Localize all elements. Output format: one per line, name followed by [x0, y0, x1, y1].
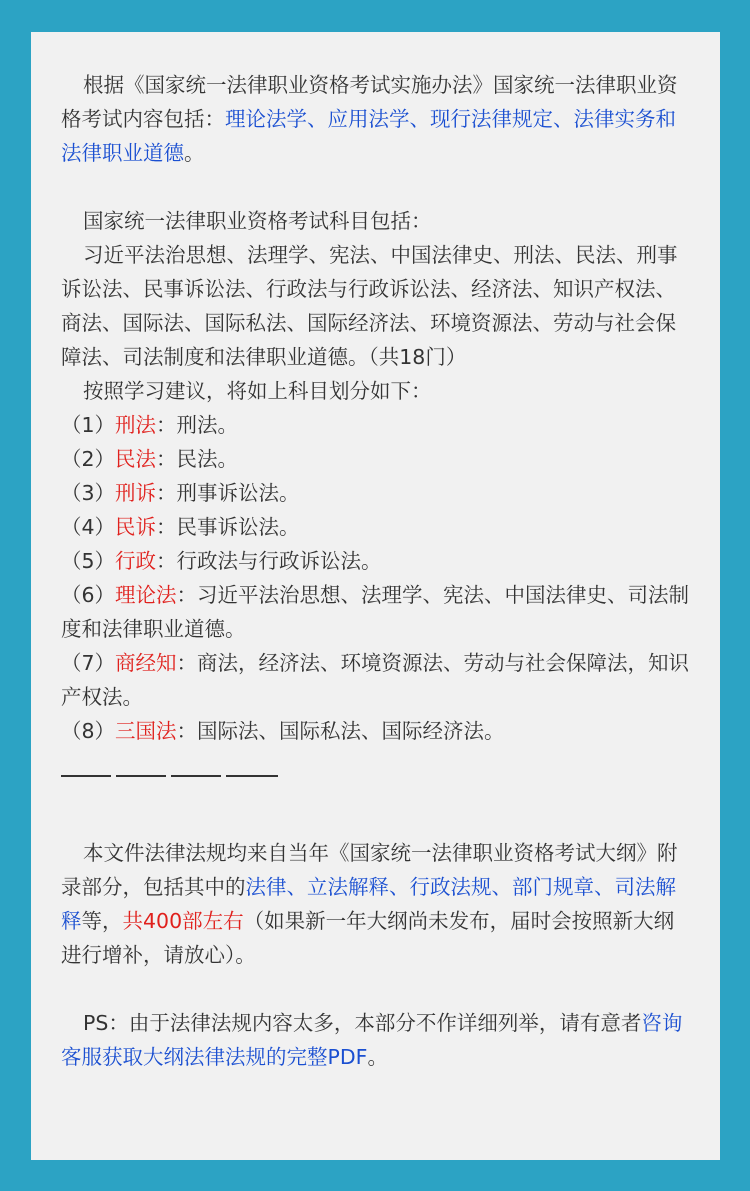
item-name: 刑诉	[115, 481, 157, 505]
ps-text: PS：由于法律法规内容太多，本部分不作详细列举，请有意者	[83, 1011, 642, 1035]
item-name: 民法	[115, 447, 157, 471]
intro-highlight: 理论法学、应用法学、现行法律规定、法律实务和法律职业道德	[61, 107, 676, 165]
item-number: （8）	[61, 719, 116, 743]
source-highlight-blue: 法律、立法解释、行政法规、部门规章、司法解释	[61, 875, 676, 933]
item-desc: ：商法，经济法、环境资源法、劳动与社会保障法，知识产权法。	[61, 651, 690, 709]
division-item	[61, 646, 690, 714]
intro-suffix: 。	[184, 141, 205, 165]
source-suffix: （如果新一年大纲尚未发布，届时会按照新大纲进行增补，请放心）。	[61, 909, 675, 967]
item-desc: ：刑法。	[156, 413, 239, 437]
spacer	[61, 170, 690, 204]
item-number: （3）	[61, 481, 116, 505]
source-mid: 等，	[81, 909, 123, 933]
item-desc: ：民事诉讼法。	[156, 515, 300, 539]
item-number: （6）	[61, 583, 116, 607]
item-number: （4）	[61, 515, 116, 539]
item-number: （5）	[61, 549, 116, 573]
division-item	[61, 714, 690, 748]
item-number: （1）	[61, 413, 116, 437]
ps-paragraph	[61, 1006, 690, 1074]
intro-paragraph	[61, 68, 690, 170]
division-item	[61, 510, 690, 544]
ps-link[interactable]: 咨询客服获取大纲法律法规的完整PDF	[61, 1011, 683, 1069]
division-item	[61, 442, 690, 476]
item-name: 理论法	[115, 583, 177, 607]
item-desc: ：国际法、国际私法、国际经济法。	[176, 719, 505, 743]
item-name: 民诉	[115, 515, 157, 539]
division-item	[61, 544, 690, 578]
subjects-heading: 国家统一法律职业资格考试科目包括：	[83, 209, 432, 233]
division-heading: 按照学习建议，将如上科目划分如下：	[83, 379, 432, 403]
item-name: 三国法	[115, 719, 177, 743]
division-item	[61, 578, 690, 646]
division-item	[61, 408, 690, 442]
item-number: （7）	[61, 651, 116, 675]
content-card	[31, 32, 720, 1160]
source-highlight-red: 共400部左右	[122, 909, 244, 933]
item-desc: ：刑事诉讼法。	[156, 481, 300, 505]
subjects-list: 习近平法治思想、法理学、宪法、中国法律史、刑法、民法、刑事诉讼法、民事诉讼法、行政法与行政诉讼法、经济法、知识产权法、商法、国际法、国际私法、国际经济法、环境资源法、劳动与社会保障法、司法制度和法律职业道德。（共18门）	[61, 243, 678, 369]
item-desc: ：行政法与行政诉讼法。	[156, 549, 382, 573]
source-paragraph	[61, 836, 690, 972]
spacer	[61, 972, 690, 1006]
item-number: （2）	[61, 447, 116, 471]
item-desc: ：民法。	[156, 447, 239, 471]
intro-text: 根据《国家统一法律职业资格考试实施办法》国家统一法律职业资格考试内容包括：	[61, 73, 678, 131]
item-desc: ：习近平法治思想、法理学、宪法、中国法律史、司法制度和法律职业道德。	[61, 583, 690, 641]
item-name: 商经知	[115, 651, 177, 675]
source-text: 本文件法律法规均来自当年《国家统一法律职业资格考试大纲》附录部分，包括其中的	[61, 841, 678, 899]
item-name: 行政	[115, 549, 157, 573]
division-item	[61, 476, 690, 510]
item-name: 刑法	[115, 413, 157, 437]
ps-suffix: 。	[367, 1045, 388, 1069]
separator-line	[61, 758, 690, 792]
